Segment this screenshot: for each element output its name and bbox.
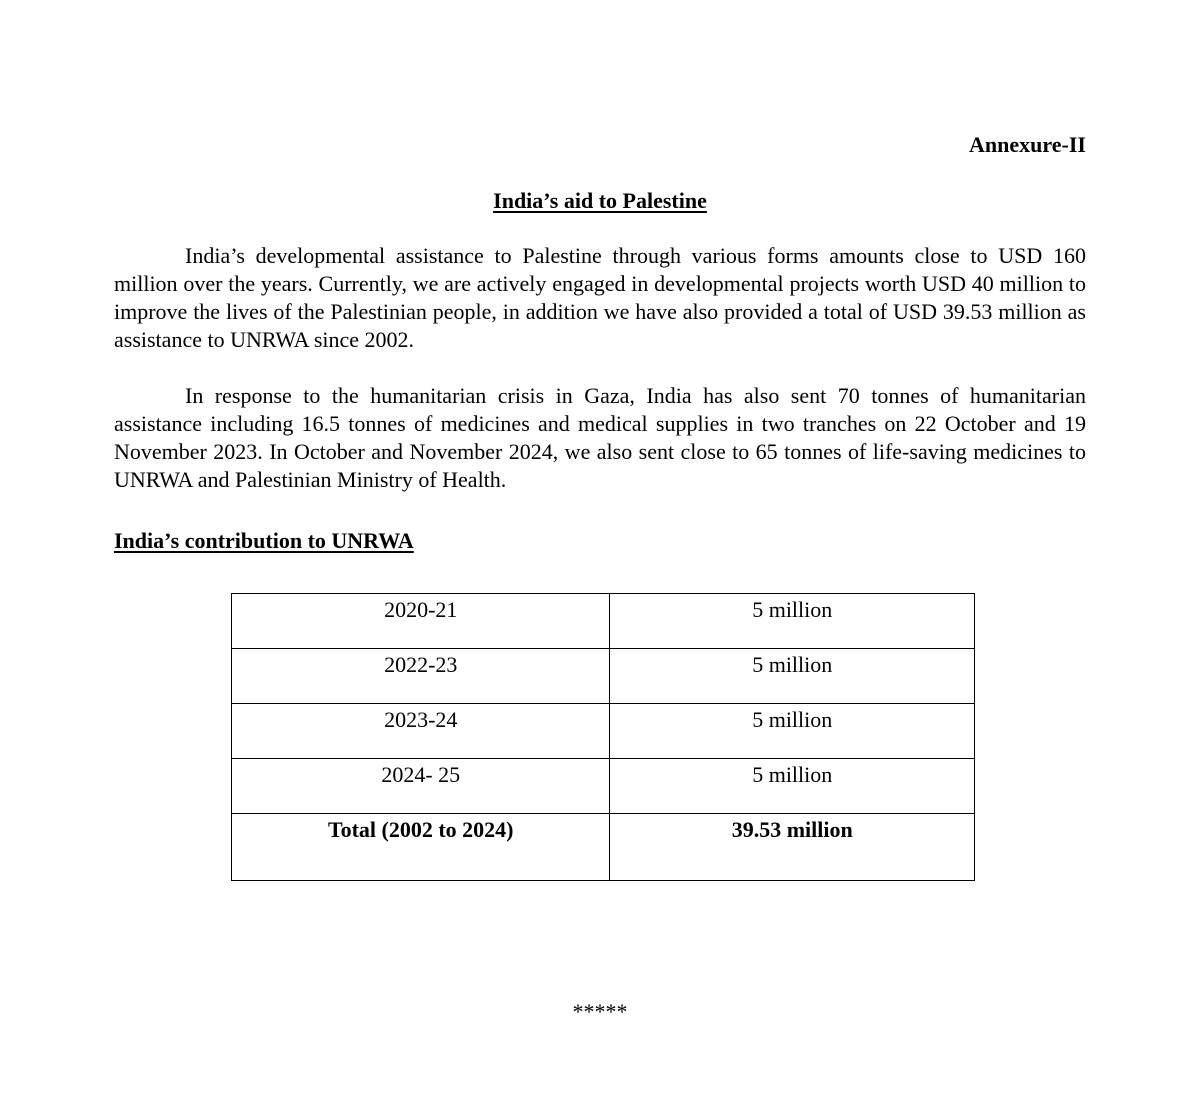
amount-cell: 5 million: [610, 704, 975, 759]
contribution-heading: India’s contribution to UNRWA: [114, 528, 414, 553]
period-cell: 2022-23: [232, 649, 610, 704]
amount-cell: 5 million: [610, 759, 975, 814]
period-cell: 2020-21: [232, 594, 610, 649]
period-cell: 2023-24: [232, 704, 610, 759]
paragraph-development-assistance: India’s developmental assistance to Palestine through various forms amounts close to USD 160 million over the years. Currently, we are actively engaged in developmental projects worth USD 40 million to improve the lives of the Palestinian people, in addition we have also provided a total of USD 39.53 million as assistance to UNRWA since 2002.: [114, 243, 1086, 352]
table-row: [232, 594, 975, 649]
period-cell: 2024- 25: [232, 759, 610, 814]
table-row: [232, 649, 975, 704]
amount-cell: 5 million: [610, 649, 975, 704]
table-row: [232, 759, 975, 814]
table-row: [232, 704, 975, 759]
amount-cell: 5 million: [610, 594, 975, 649]
paragraph-humanitarian-assistance: In response to the humanitarian crisis in Gaza, India has also sent 70 tonnes of humanitarian assistance including 16.5 tonnes of medicines and medical supplies in two tranches on 22 October and 19 November 2023. In October and November 2024, we also sent close to 65 tonnes of life-saving medicines to UNRWA and Palestinian Ministry of Health.: [114, 383, 1086, 492]
annexure-label: Annexure-II: [969, 132, 1086, 157]
document-title: [0, 187, 1200, 215]
total-period-cell: Total (2002 to 2024): [232, 814, 610, 881]
end-marker: *****: [572, 999, 628, 1024]
table-total-row: [232, 814, 975, 881]
document-title-text: India’s aid to Palestine: [493, 188, 707, 213]
contribution-table: [231, 593, 975, 881]
total-amount-cell: 39.53 million: [610, 814, 975, 881]
